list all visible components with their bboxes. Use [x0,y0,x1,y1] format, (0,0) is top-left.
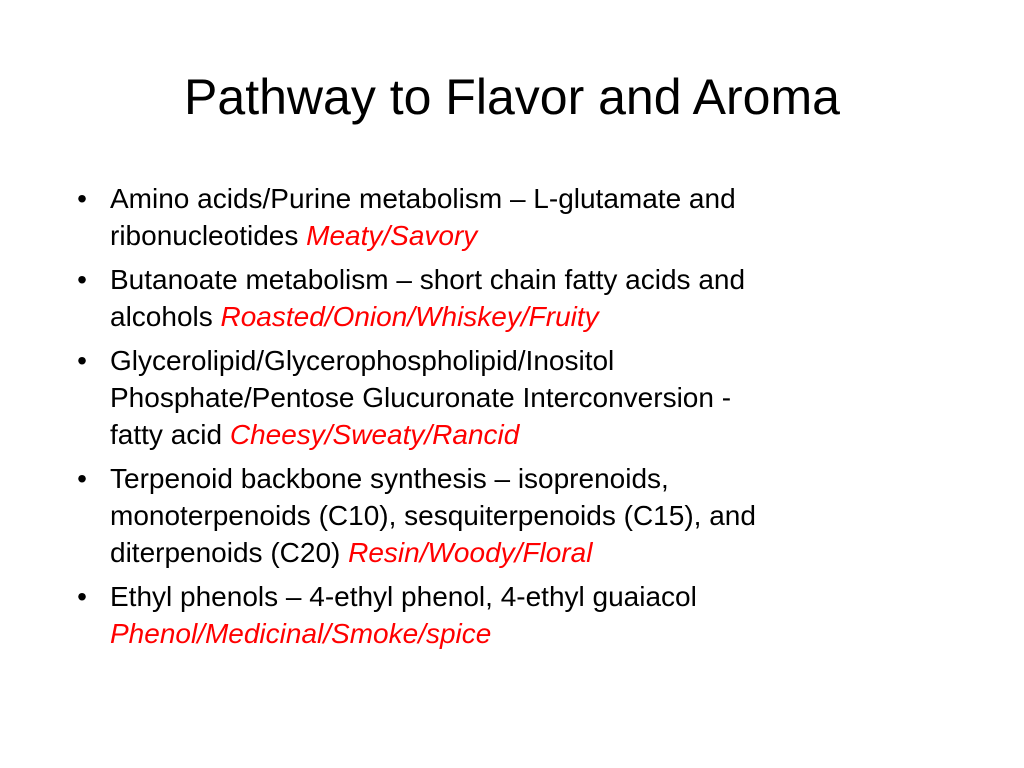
bullet-text: Glycerolipid/Glycerophospholipid/Inositol [110,345,615,376]
bullet-item-amino-acids [72,180,972,254]
bullet-item-ethyl-phenols [72,578,972,652]
flavor-label: Phenol/Medicinal/Smoke/spice [110,618,492,649]
bullet-text: fatty acid [110,419,230,450]
bullet-text: Butanoate metabolism – short chain fatty acids and [110,264,746,295]
bullet-text: monoterpenoids (C10), sesquiterpenoids (C15), and [110,500,756,531]
bullet-list [72,180,972,659]
bullet-text: diterpenoids (C20) [110,537,349,568]
bullet-marker: • [77,463,87,494]
bullet-text: Terpenoid backbone synthesis – isoprenoids, [110,463,669,494]
bullet-marker: • [77,581,87,612]
bullet-text-with-flavor [110,217,972,254]
bullet-marker: • [77,183,87,214]
flavor-label: Resin/Woody/Floral [348,537,593,568]
bullet-text-with-flavor [110,416,972,453]
bullet-text-with-flavor [110,534,972,571]
bullet-marker: • [77,264,87,295]
bullet-item-butanoate [72,261,972,335]
bullet-text: ribonucleotides [110,220,307,251]
slide-title: Pathway to Flavor and Aroma [184,69,840,125]
bullet-marker: • [77,345,87,376]
bullet-text: alcohols [110,301,221,332]
flavor-label: Cheesy/Sweaty/Rancid [229,419,520,450]
flavor-label: Meaty/Savory [306,220,478,251]
bullet-text: Phosphate/Pentose Glucuronate Interconversion - [110,382,732,413]
bullet-text: Ethyl phenols – 4-ethyl phenol, 4-ethyl guaiacol [110,581,697,612]
bullet-item-terpenoid [72,460,972,571]
flavor-label: Roasted/Onion/Whiskey/Fruity [220,301,599,332]
bullet-item-glycerolipid [72,342,972,453]
bullet-text: Amino acids/Purine metabolism – L-glutamate and [110,183,736,214]
bullet-text-with-flavor [110,298,972,335]
